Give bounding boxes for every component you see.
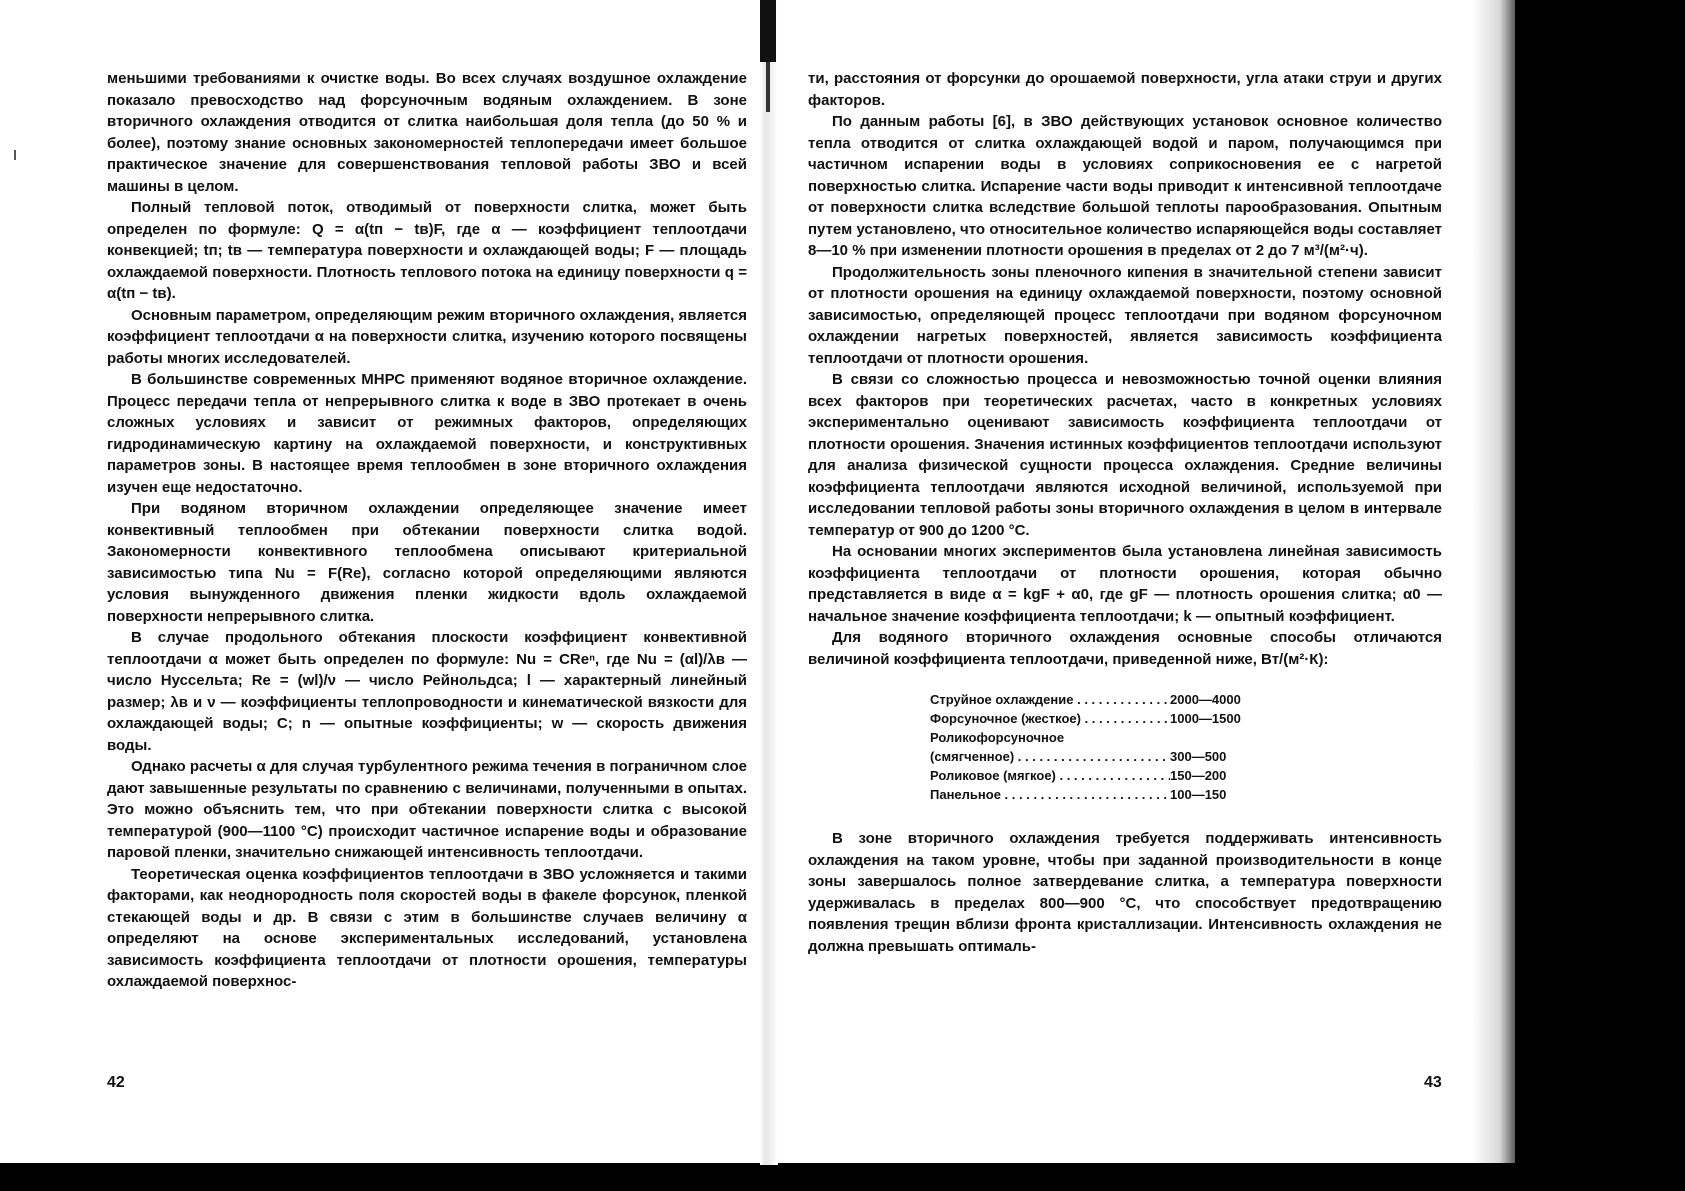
paragraph: Продолжительность зоны пленочного кипения в значительной степени зависит от плотности орошения на единицу охлаждаемой поверхности, поэтому основной зависимостью, определяющей процесс теплоотдачи при водяном форсуночном охлаждении нагретых поверхностей, является зависимость коэффициента теплоотдачи от плотности орошения. [808, 263, 1442, 367]
paragraph: В связи со сложностью процесса и невозможностью точной оценки влияния всех факторов при теоретических расчетах, часто в конкретных условиях экспериментально оценивают зависимость коэффициента теплоотдачи от плотности орошения. Значения истинных коэффициентов теплоотдачи используют для анализа физической сущности процесса охлаждения. Средние величины коэффициента теплоотдачи являются исходной величиной, используемой при исследовании тепловой работы зоны вторичного охлаждения в целом в интервале температур от 900 до 1200 °C. [808, 371, 1442, 539]
paragraph: В случае продольного обтекания плоскости коэффициент конвективной теплоотдачи α может быть определен по формуле: Nu = CReⁿ, где Nu = (αl)/λв — число Нуссельта; Re = (wl)/ν — число Рейнольдса; l — характерный линейный размер; λв и ν — коэффициенты теплопроводности и кинематической вязкости для охлаждающей воды; C; n — опытные коэффициенты; w — скорость движения воды. [107, 629, 747, 754]
table-row [930, 709, 1270, 728]
table-row [930, 690, 1270, 709]
table-row [930, 766, 1270, 785]
table-row-label: Роликофорсуночное [930, 730, 1065, 745]
table-row-label: Струйное охлаждение . . . [930, 690, 1170, 709]
book-spine [760, 0, 778, 1165]
table-row-label: Форсуночное (жесткое) . . . [930, 709, 1170, 728]
right-page [808, 68, 1442, 957]
table-row-label: Роликовое (мягкое) . . . [930, 766, 1170, 785]
spine-shadow-line [766, 62, 770, 112]
table-row-value: 2000—4000 [1170, 692, 1241, 707]
paragraph: Теоретическая оценка коэффициентов теплоотдачи в ЗВО усложняется и такими факторами, как неоднородность поля скоростей воды в факеле форсунок, пленкой стекающей воды и др. В связи с этим в большинстве случаев величину α определяют на основе экспериментальных исследований, установлена зависимость коэффициента теплоотдачи от плотности орошения, температуры охлаждаемой поверхнос- [107, 865, 747, 990]
paragraph: Однако расчеты α для случая турбулентного режима течения в пограничном слое дают завышенные результаты по сравнению с величинами, полученными в опытах. Это можно объяснить тем, что при обтекании поверхности слитка с высокой температурой (900—1100 °C) происходит частичное испарение воды и образование паровой пленки, значительно снижающей интенсивность теплоотдачи. [107, 758, 747, 861]
table-row [930, 747, 1270, 766]
paragraph: меньшими требованиями к очистке воды. Во всех случаях воздушное охлаждение показало превосходство над форсуночным водяным охлаждением. В зоне вторичного охлаждения отводится от слитка наибольшая доля тепла (до 50 % и более), поэтому знание основных закономерностей теплопередачи имеет большое практическое значение для совершенствования тепловой работы ЗВО и всей машины в целом. [107, 70, 747, 195]
paragraph: В большинстве современных МНРС применяют водяное вторичное охлаждение. Процесс передачи тепла от непрерывного слитка к воде в ЗВО протекает в очень сложных условиях и зависит от режимных факторов, определяющих гидродинамическую картину на охлаждаемой поверхности, и конструктивных параметров зоны. В настоящее время теплообмен в зоне вторичного охлаждения изучен еще недостаточно. [107, 371, 747, 496]
paragraph: Для водяного вторичного охлаждения основные способы отличаются величиной коэффициента теплоотдачи, приведенной ниже, Вт/(м²·К): [808, 629, 1442, 668]
table-row-label: Панельное . . . [930, 785, 1170, 804]
table-row-value: 150—200 [1170, 768, 1227, 783]
table-row-value: 100—150 [1170, 787, 1227, 802]
paragraph: Полный тепловой поток, отводимый от поверхности слитка, может быть определен по формуле: Q = α(tп − tв)F, где α — коэффициент теплоотдачи конвекцией; tп; tв — температура поверхности и охлаждающей воды; F — площадь охлаждаемой поверхности. Плотность теплового потока на единицу поверхности q = α(tп − tв). [107, 199, 747, 302]
table-row [930, 728, 1270, 747]
paragraph: По данным работы [6], в ЗВО действующих установок основное количество тепла отводится от слитка охлаждающей водой и паром, получающимся при частичном испарении воды в условиях соприкосновения ее с нагретой поверхностью слитка. Испарение части воды приводит к интенсивной теплоотдаче от поверхности слитка вследствие большой теплоты парообразования. Опытным путем установлено, что относительное количество испаряющейся воды составляет 8—10 % при изменении плотности орошения в пределах от 2 до 7 м³/(м²·ч). [808, 113, 1442, 259]
paragraph: При водяном вторичном охлаждении определяющее значение имеет конвективный теплообмен при обтекании поверхности слитка водой. Закономерности конвективного теплообмена описывают критериальной зависимостью типа Nu = F(Re), согласно которой определяющими являются условия вынужденного движения пленки жидкости вдоль охлаждаемой поверхности непрерывного слитка. [107, 500, 747, 625]
left-page [107, 68, 747, 993]
page-number-right: 43 [1424, 1074, 1442, 1091]
table-row-value: 1000—1500 [1170, 711, 1241, 726]
spine-shadow-top [760, 0, 776, 62]
paragraph: Основным параметром, определяющим режим вторичного охлаждения, является коэффициент теплоотдачи α на поверхности слитка, изучению которого посвящены работы многих исследователей. [107, 306, 747, 367]
paragraph: В зоне вторичного охлаждения требуется поддерживать интенсивность охлаждения на таком уровне, чтобы при заданной производительности в конце зоны завершалось полное затвердевание слитка, а температура поверхности удерживалась в пределах 800—900 °C, что способствует предотвращению появления трещин вблизи фронта кристаллизации. Интенсивность охлаждения не должна превышать оптималь- [808, 830, 1442, 955]
table-row-value: 300—500 [1170, 749, 1227, 764]
page-number-left: 42 [107, 1074, 125, 1091]
scan-border-right [1515, 0, 1685, 1191]
scan-artifact-mark [14, 150, 16, 160]
paragraph: ти, расстояния от форсунки до орошаемой поверхности, угла атаки струи и других факторов. [808, 70, 1442, 109]
table-row [930, 785, 1270, 804]
table-row-label: (смягченное) . . . [930, 747, 1170, 766]
cooling-coefficient-table [930, 690, 1270, 804]
scan-border-bottom [0, 1163, 1685, 1191]
scan-edge-shadow [1472, 0, 1518, 1165]
paragraph: На основании многих экспериментов была установлена линейная зависимость коэффициента теплоотдачи от плотности орошения, которая обычно представляется в виде α = kgF + α0, где gF — плотность орошения слитка; α0 — начальное значение коэффициента теплоотдачи; k — опытный коэффициент. [808, 543, 1442, 625]
